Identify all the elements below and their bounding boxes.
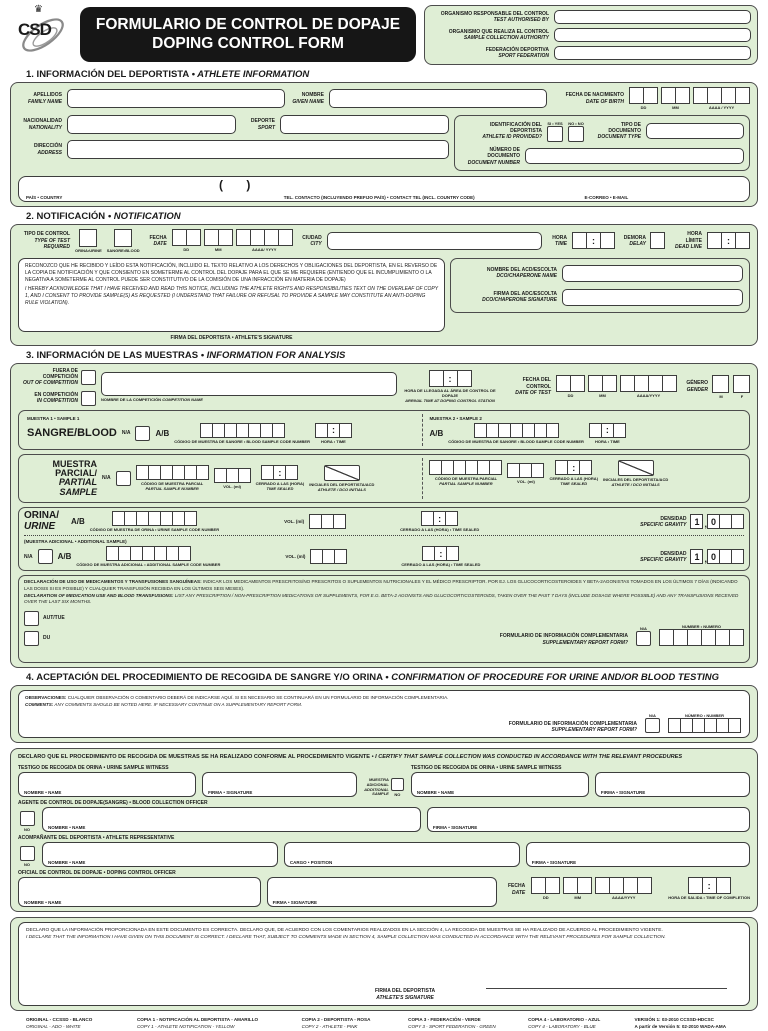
density-cell[interactable]: 0 — [707, 549, 720, 564]
test-authorised-by-label: ORGANISMO RESPONSABLE DEL CONTROL TEST AUTHORISED BY — [440, 10, 549, 23]
entry-cell[interactable] — [196, 465, 209, 480]
notification-date-label: FECHA DATE — [149, 234, 167, 247]
delay-cell[interactable] — [650, 232, 665, 249]
yyyy-sublabel: AAAA / YYYY — [708, 105, 735, 110]
entry-cell[interactable] — [721, 232, 736, 249]
test-year-cells — [620, 375, 677, 392]
blood-officer-signature-box[interactable]: FIRMA • SIGNATURE — [427, 807, 750, 832]
entry-cell[interactable] — [629, 87, 644, 104]
additional-code-cells — [106, 546, 191, 561]
blood1-ab-label: A/B — [155, 428, 170, 438]
entry-cell[interactable] — [443, 370, 458, 387]
out-of-competition-label: FUERA DE COMPETICIÓN OUT OF COMPETITION — [23, 367, 78, 387]
entry-cell[interactable] — [273, 465, 286, 480]
gender-m-checkbox[interactable] — [712, 375, 729, 393]
entry-cell[interactable] — [602, 375, 617, 392]
entry-cell[interactable] — [716, 877, 731, 894]
sport-label: DEPORTE SPORT — [250, 118, 275, 131]
entry-cell[interactable] — [634, 375, 649, 392]
completion-month-cells — [563, 877, 592, 894]
confirmation-panel: DECLARO QUE EL PROCEDIMIENTO DE RECOGIDA DE MUESTRAS SE HA REALIZADO CONFORME AL PROCEDIMIENTO VIGENTE • I CERTIFY THAT SAMPLE COLLECTION WAS CONDUCTED IN ACCORDANCE WITH THE RELEVANT PROCEDURES TESTIGO DE RECOGIDA DE ORINA • URINE SAMPLE WITNESS NOMBRE • NAME FIRMA • SIGNATURE MUESTRA ADICIONAL ADDITIONAL SAMPLE NO TESTIGO DE RECOGIDA DE ORINA • URINE SAMPLE WITNESS NOMBRE • NAME FIRMA • SIGNATURE AGENTE DE CONTROL DE DOPAJE(SANGRE) • BLOOD COLLECTION OFFICER NO NOMBRE • NAME FIRMA • SIGNATURE ACOMPAÑANTE DEL DEPORTISTA • ATHLETE REPRESENTATIVE NO NOMBRE • NAME CARGO • POSITION FIRMA • SIGNATURE OFICIAL DE CONTROL DE DOPAJE • DOPING CONTROL OFFICER NOMBRE • NAME FIRMA • SIGNATURE FECHA DATE DD MM AAAA/YYYY : HORA DE SALIDA • TIME OF COMPLETION — [10, 748, 758, 912]
additional-sample-vertical-label: MUESTRA ADICIONAL ADDITIONAL SAMPLE — [364, 777, 389, 797]
urine-witness2-label: TESTIGO DE RECOGIDA DE ORINA • URINE SAMPLE WITNESS — [410, 765, 562, 772]
supplementary-na-checkbox[interactable] — [645, 718, 660, 733]
witness1-name-box[interactable]: NOMBRE • NAME — [18, 772, 196, 797]
entry-cell[interactable] — [178, 546, 191, 561]
entry-cell[interactable] — [445, 511, 458, 526]
divider — [24, 535, 744, 536]
arrival-time-cells — [429, 370, 472, 387]
out-of-competition-checkbox[interactable] — [81, 370, 96, 385]
entry-cell[interactable] — [489, 460, 502, 475]
entry-cell[interactable] — [327, 423, 340, 438]
density-cell[interactable]: 1 — [690, 549, 703, 564]
document-type-input[interactable] — [646, 123, 744, 139]
section1-panel — [10, 82, 758, 207]
completion-year-cells — [595, 877, 652, 894]
city-input[interactable] — [327, 232, 542, 250]
entry-cell[interactable] — [728, 718, 741, 733]
blood1-code-cells — [200, 423, 285, 438]
supplementary-form-label: FORMULARIO DE INFORMACIÓN COMPLEMENTARIA SUPPLEMENTARY REPORT FORM? — [499, 633, 628, 646]
entry-cell[interactable] — [675, 87, 690, 104]
contact-box[interactable] — [18, 176, 750, 202]
urine-sample-panel: ORINA/ URINE A/B CÓDIGO DE MUESTRA DE ORINA • URINE SAMPLE CODE NUMBER VOL. (ml) : CERRADO A LAS (HORA) • TIME SEALED DENSIDAD SPECIFIC GRAVITY 1 , 0 (MUESTRA ADICIONAL • ADDITIONAL SAMPLE) N/A A/B CÓDIGO DE MUESTRA ADICIONAL • ADDITIONAL SAMPLE CODE NUMBER VOL. (ml) : CERRADO A LAS (HORA) • TIME SEALED DENSIDAD SPECIFIC GRAVITY 1 , 0 — [18, 507, 750, 571]
family-name-input[interactable] — [67, 89, 285, 108]
supplementary-number-cells — [659, 629, 744, 646]
form-title-es: FORMULARIO DE CONTROL DE DOPAJE — [95, 16, 401, 33]
entry-cell[interactable] — [659, 629, 674, 646]
observations-panel — [10, 685, 758, 743]
athlete-signature-label: FIRMA DEL DEPORTISTA • ATHLETE'S SIGNATURE — [170, 334, 293, 341]
collection-authority-input[interactable] — [554, 28, 751, 42]
blood-sample-panel: MUESTRA 1 • SAMPLE 1 SANGRE/BLOOD N/A A/B CÓDIGO DE MUESTRA DE SANGRE • BLOOD SAMPLE CODE NUMBER : HORA • TIME MUESTRA 2 • SAMPLE 2 A/B CÓDIGO DE MUESTRA DE SANGRE • BLOOD SAMPLE CODE NUMBER : HORA • TIME — [18, 410, 750, 450]
entry-cell[interactable] — [702, 877, 717, 894]
document-type-label: TIPO DE DOCUMENTO DOCUMENT TYPE — [597, 121, 641, 141]
witness2-signature-box[interactable]: FIRMA • SIGNATURE — [595, 772, 750, 797]
entry-cell[interactable] — [595, 877, 610, 894]
partial2-code-cells — [429, 460, 502, 475]
blood-na-checkbox[interactable] — [135, 426, 150, 441]
header — [10, 5, 758, 65]
final-declaration-es: DECLARO QUE LA INFORMACIÓN PROPORCIONADA EN ESTE DOCUMENTO ES CORRECTA. DECLARO QUE, DE ACUERDO CON LOS COMENTARIOS REALIZADOS EN LA SECCIÓN 4, LA RECOGIDA DE MUESTRAS SE HA REALIZADO DE ACUERDO AL PROCEDIMIENTO VIGENTE. — [26, 928, 663, 934]
crown-icon: ♛ — [34, 4, 43, 15]
dco-panel — [450, 258, 750, 313]
email-label: E-CORREO • E-MAIL — [584, 194, 629, 200]
sport-federation-input[interactable] — [554, 46, 751, 60]
section4-heading: 4. ACEPTACIÓN DEL PROCEDIMIENTO DE RECOGIDA DE SANGRE Y/O ORINA • CONFIRMATION OF PROCEDURE FOR URINE AND/OR BLOOD TESTING — [26, 672, 720, 684]
additional-ab-label: A/B — [57, 552, 72, 562]
acknowledgement-en: I HEREBY ACKNOWLEDGE THAT I HAVE RECEIVED AND READ THIS NOTICE, INCLUDING THE ATHLETE RIGHTS AND RESPONSIBILITIES TEXT ON THE OVERLEAF OF COPY 1, AND I CONSENT TO PROVIDE SAMPLE(S) AS REQUESTED (I UNDERSTAND THAT FAILURE OR REFUSAL TO PROVIDE A SAMPLE MAY CONSTITUTE AN ANTI-DOPING RULE VIOLATION). — [25, 285, 438, 306]
completion-time-cells — [688, 877, 731, 894]
entry-cell[interactable] — [687, 629, 702, 646]
medication-declaration-en: DECLARATION OF MEDICATION USE AND BLOOD TRANSFUSIONS: LIST ANY PRESCRIPTION / NON-PRESCRIPTION MEDICATIONS OR SUPPLEMENTS, FOR E.G. BETA-2 AGONISTS AND GLUCOCORTICOSTEROIDS, TAKEN OVER THE PAST 7 DAYS (INCLUDE DOSAGE WHERE POSSIBLE) AND ANY TRANSFUSIONS RECEIVED OVER THE LAST SIX MONTHS. — [24, 592, 739, 605]
supplementary-form-label: FORMULARIO DE INFORMACIÓN COMPLEMENTARIA SUPPLEMENTARY REPORT FORM? — [508, 720, 637, 733]
version-info: VERSIÓN 1: 03-2010 CCSSD-HDCSC A partir de Versión 5: 02-2010 WADA-AMA — [634, 1017, 727, 1029]
copy-2: COPIA 2 - DEPORTISTA - ROSA COPY 2 - ATHLETE - PINK — [301, 1017, 371, 1029]
acknowledgement-text — [18, 258, 445, 332]
entry-cell[interactable] — [567, 460, 580, 475]
id-no-checkbox[interactable] — [568, 126, 584, 142]
section2-heading: 2. NOTIFICACIÓN • NOTIFICATION — [26, 210, 181, 222]
partial-row-title: MUESTRA PARCIAL/ PARTIAL SAMPLE — [52, 458, 97, 497]
entry-cell[interactable] — [563, 877, 578, 894]
additional-vol-label: VOL. (ml) — [285, 553, 306, 559]
deadline-label: HORA LÍMITE DEAD LINE — [675, 231, 702, 250]
partial-sample-panel: MUESTRA PARCIAL/ PARTIAL SAMPLE N/A CÓDIGO DE MUESTRA PARCIAL PARTIAL SAMPLE NUMBER VOL. (ml) : CERRADO A LAS (HORA) TIME SEALED INICIALES DEL DEPORTISTA/ACD ATHLETE / DCO INITIALS CÓDIGO DE MUESTRA PARCIAL PARTIAL SAMPLE NUMBER VOL. (ml) : CERRADO A LAS (HORA) TIME SEALED INICIALES DEL DEPORTISTA/ACD ATHLETE / DCO INITIALS — [18, 454, 750, 504]
blood2-code-cells — [474, 423, 559, 438]
in-competition-checkbox[interactable] — [81, 391, 96, 406]
entry-cell[interactable] — [673, 629, 688, 646]
partial2-vol-cells — [507, 463, 544, 478]
entry-cell[interactable] — [184, 511, 197, 526]
copy-1: COPIA 1 - NOTIFICACIÓN AL DEPORTISTA - AMARILLO COPY 1 - ATHLETE NOTIFICATION - YELLOW — [136, 1017, 259, 1029]
blood2-time-cells — [589, 423, 626, 438]
city-label: CIUDAD CITY — [302, 234, 322, 247]
entry-cell[interactable] — [620, 375, 635, 392]
representative-name-box[interactable]: NOMBRE • NAME — [42, 842, 278, 867]
document-number-input[interactable] — [525, 148, 744, 164]
test-authorised-by-input[interactable] — [554, 10, 751, 24]
notification-time-cells — [572, 232, 615, 249]
partial1-sealed-cells — [261, 465, 298, 480]
entry-cell[interactable] — [545, 877, 560, 894]
entry-cell[interactable] — [531, 877, 546, 894]
arrival-time-label: HORA DE LLEGADA AL ÁREA DE CONTROL DE DOPAJE ARRIVAL TIME AT DOPING CONTROL STATION — [404, 388, 496, 404]
competition-name-input[interactable] — [101, 372, 397, 396]
competition-name-label: NOMBRE DE LA COMPETICIÓN COMPETITION NAME — [101, 396, 203, 402]
copy-distribution-footer — [10, 1011, 758, 1030]
csd-logo-text: CSD — [18, 20, 51, 39]
authority-panel — [424, 5, 758, 65]
observations-en: COMMENTS: ANY COMMENTS SHOULD BE NOTED HERE. IF NECESSARY CONTINUE ON A SUPPLEMENTARY REPORT FORM. — [25, 701, 303, 707]
collection-authority-label: ORGANISMO QUE REALIZA EL CONTROL SAMPLE COLLECTION AUTHORITY — [448, 28, 549, 41]
dco-name-box[interactable]: NOMBRE • NAME — [18, 877, 261, 907]
supplementary-form-block: FORMULARIO DE INFORMACIÓN COMPLEMENTARIA SUPPLEMENTARY REPORT FORM? N/A NÚMERO • NUMBER — [509, 712, 741, 733]
nationality-label: NACIONALIDAD NATIONALITY — [23, 118, 62, 131]
notif-month-cells — [204, 229, 233, 246]
sport-federation-label: FEDERACIÓN DEPORTIVA SPORT FEDERATION — [485, 46, 549, 59]
density-cell[interactable]: 0 — [707, 514, 720, 529]
urine-vol-label: VOL. (ml) — [284, 518, 305, 524]
urine-vol-cells — [309, 514, 346, 529]
density-comma: , — [704, 553, 707, 564]
completion-day-cells — [531, 877, 560, 894]
entry-cell[interactable] — [264, 229, 279, 246]
entry-cell[interactable] — [238, 468, 251, 483]
representative-signature-box[interactable]: FIRMA • SIGNATURE — [526, 842, 750, 867]
additional-sealed-cells — [422, 546, 459, 561]
entry-cell[interactable] — [579, 460, 592, 475]
given-name-label: NOMBRE GIVEN NAME — [292, 92, 324, 105]
entry-cell[interactable] — [735, 87, 750, 104]
additional-sample-no-checkbox[interactable] — [391, 778, 404, 791]
urine-code-cells — [112, 511, 197, 526]
entry-cell[interactable] — [218, 229, 233, 246]
athlete-id-label: IDENTIFICACIÓN DEL DEPORTISTA ATHLETE ID PROVIDED? — [482, 121, 542, 141]
date-of-test-cells: DD MM AAAA/YYYY — [556, 375, 677, 398]
partial-na-label: N/A — [102, 475, 111, 482]
entry-cell[interactable] — [600, 232, 615, 249]
urine-row-title: ORINA/ URINE — [24, 510, 59, 532]
medication-declaration-panel: DECLARACIÓN DE USO DE MEDICAMENTOS Y TRANSFUSIONES SANGUÍNEAS: INDICAR LOS MEDICAMENTOS PRESCRITOS/NO PRESCRITOS O SUPLEMENTOS NUTRICIONALES Y EL MÉDICO PRESCRIPTOR. POR EJ. LOS GLUCOCORTICOSTEROIDES Y BETA-2AGONISTAS TOMADOS EN LOS ÚLTIMOS 7 DÍAS (INDICANDO LAS DOSIS SI ES POSIBLE) Y CUALQUIER TRANSFUSIÓN RECIBIDA EN LOS ÚLTIMOS SEIS MESES). DECLARATION OF MEDICATION USE AND BLOOD TRANSFUSIONS: LIST ANY PRESCRIPTION / NON-PRESCRIPTION MEDICATIONS OR SUPPLEMENTS, FOR E.G. BETA-2 AGONISTS AND GLUCOCORTICOSTEROIDS, TAKEN OVER THE PAST 7 DAYS (INCLUDE DOSAGE WHERE POSSIBLE) AND ANY TRANSFUSIONS RECEIVED OVER THE LAST SIX MONTHS. AUT/TUE DU FORMULARIO DE INFORMACIÓN COMPLEMENTARIA SUPPLEMENTARY REPORT FORM? N/A NUMBER • NUMERO — [18, 575, 750, 663]
entry-cell[interactable] — [334, 549, 347, 564]
entry-cell[interactable] — [433, 511, 446, 526]
dob-year-cells — [693, 87, 750, 104]
entry-cell[interactable] — [707, 87, 722, 104]
completion-date-cells: DD MM AAAA/YYYY — [531, 877, 652, 900]
entry-cell[interactable] — [586, 232, 601, 249]
entry-cell[interactable] — [434, 546, 447, 561]
entry-cell[interactable] — [648, 375, 663, 392]
athlete-representative-label: ACOMPAÑANTE DEL DEPORTISTA • ATHLETE REPRESENTATIVE — [18, 835, 175, 842]
entry-cell[interactable] — [457, 370, 472, 387]
entry-cell[interactable] — [272, 423, 285, 438]
date-of-birth-cells — [629, 87, 750, 110]
entry-cell[interactable] — [531, 463, 544, 478]
blood1-time-cells — [315, 423, 352, 438]
dco-signature-box[interactable]: FIRMA • SIGNATURE — [267, 877, 498, 907]
country-label: PAÍS • COUNTRY — [26, 194, 63, 200]
signature-line — [486, 988, 727, 989]
urine-sublabel: ORINA•URINE — [75, 247, 102, 253]
deadline-time-cells — [707, 232, 750, 249]
form-title-en: DOPING CONTROL FORM — [152, 34, 344, 52]
urine-test-checkbox[interactable] — [79, 229, 97, 247]
observations-es: OBSERVACIONES: CUALQUIER OBSERVACIÓN O COMENTARIO DEBERÁ DE INDICARSE AQUÍ. SI ES NECESARIO SE CONTINUARÁ EN UN FORMULARIO DE INFORMACIÓN COMPLEMENTARIA. — [25, 695, 449, 701]
no-sublabel: NO • NO — [568, 121, 584, 126]
observations-box[interactable] — [18, 690, 750, 738]
density-cell[interactable] — [731, 549, 744, 564]
entry-cell[interactable] — [643, 87, 658, 104]
blood-officer-label: AGENTE DE CONTROL DE DOPAJE(SANGRE) • BLOOD COLLECTION OFFICER — [18, 800, 208, 807]
dob-month-cells — [661, 87, 690, 104]
blood2-ab-label: A/B — [429, 428, 444, 438]
entry-cell[interactable] — [570, 375, 585, 392]
du-checkbox[interactable] — [24, 631, 39, 646]
section3-panel: FUERA DE COMPETICIÓN OUT OF COMPETITION EN COMPETICIÓN IN COMPETITION NOMBRE DE LA COMPETICIÓN COMPETITION NAME : HORA DE LLEGADA AL ÁREA DE CONTROL DE DOPAJE ARRIVAL TIME AT DOPING CONTROL STATION FECHA DEL CONTROL DATE OF TEST DD MM AAAA/YYYY GÉNERO GENDER M F MUESTRA 1 • SAMPLE 1 SANGRE/BLOOD N/A A/B CÓDIGO DE MUESTRA DE SANGRE • BLOOD SAMPLE CODE NUMBER : HORA • TIME MUESTRA 2 • SAMPLE 2 A/B CÓDIGO DE MUESTRA DE SANGRE • BLOOD SAMPLE CODE NUMBER : HORA • TIME MUESTRA PARCIAL/ PARTIAL SAMPLE N/A CÓDIGO DE MUESTRA PARCIAL PARTIAL SAMPLE NUMBER VOL. (ml) : CERRADO A LAS (HORA) TIME SEALED INICIALES DEL DEPORTISTA/ACD ATHLETE / DCO INITIALS CÓDIGO DE MUESTRA PARCIAL PARTIAL SAMPLE NUMBER VOL. (ml) : CERRADO A LAS (HORA) TIME SEALED INICIALES DEL DEPORTISTA/ACD ATHLETE / DCO INITIALS ORINA/ URINE A/B CÓDIGO DE MUESTRA DE ORINA • URINE SAMPLE CODE NUMBER VOL. (ml) : CERRADO A LAS (HORA) • TIME SEALED DENSIDAD SPECIFIC GRAVITY 1 , 0 (MUESTRA ADICIONAL • ADDITIONAL SAMPLE) N/A A/B CÓDIGO DE MUESTRA ADICIONAL • ADDITIONAL SAMPLE CODE NUMBER VOL. (ml) : CERRADO A LAS (HORA) • TIME SEALED DENSIDAD SPECIFIC GRAVITY 1 , 0 DECLARACIÓN DE USO DE MEDICAMENTOS Y TRANSFUSIONES SANGUÍNEAS: INDICAR LOS MEDICAMENTOS PRESCRITOS/NO PRESCRITOS O SUPLEMENTOS NUTRICIONALES Y EL MÉDICO PRESCRIPTOR. POR EJ. LOS GLUCOCORTICOSTEROIDES Y BETA-2AGONISTAS TOMADOS EN LOS ÚLTIMOS 7 DÍAS (INDICANDO LAS DOSIS SI ES POSIBLE) Y CUALQUIER TRANSFUSIÓN RECIBIDA EN LOS ÚLTIMOS SEIS MESES). DECLARATION OF MEDICATION USE AND BLOOD TRANSFUSIONS: LIST ANY PRESCRIPTION / NON-PRESCRIPTION MEDICATIONS OR SUPPLEMENTS, FOR E.G. BETA-2 AGONISTS AND GLUCOCORTICOSTEROIDS, TAKEN OVER THE PAST 7 DAYS (INCLUDE DOSAGE WHERE POSSIBLE) AND ANY TRANSFUSIONS RECEIVED OVER THE LAST SIX MONTHS. AUT/TUE DU FORMULARIO DE INFORMACIÓN COMPLEMENTARIA SUPPLEMENTARY REPORT FORM? N/A NUMBER • NUMERO — [10, 363, 758, 669]
dco-name-label: NOMBRE DEL ACD/ESCOLTA DCO/CHAPERONE NAME — [486, 267, 557, 280]
final-declaration-en: I DECLARE THAT THE INFORMATION I HAVE GIVEN ON THIS DOCUMENT IS CORRECT. I DECLARE THAT, SUBJECT TO COMMENTS MADE IN SECTION 4, SAMPLE COLLECTION WAS CONDUCTED IN ACCORDANCE WITH THE RELEVANT PROCEDURES FOR SAMPLE COLLECTION. — [26, 935, 666, 941]
density-cell[interactable]: 1 — [690, 514, 703, 529]
partial1-initials-box[interactable] — [324, 465, 360, 481]
supplementary-na-checkbox[interactable] — [636, 631, 651, 646]
given-name-input[interactable] — [329, 89, 547, 108]
blood-officer-no-checkbox[interactable] — [20, 811, 35, 826]
entry-cell[interactable] — [693, 87, 708, 104]
completion-date-label: FECHA DATE — [507, 883, 526, 896]
notif-year-cells — [236, 229, 293, 246]
entry-cell[interactable] — [333, 514, 346, 529]
entry-cell[interactable] — [556, 375, 571, 392]
entry-cell[interactable] — [661, 87, 676, 104]
entry-cell[interactable] — [172, 229, 187, 246]
csd-logo — [10, 5, 72, 57]
sample1-label: MUESTRA 1 • SAMPLE 1 — [27, 415, 80, 421]
entry-cell[interactable] — [688, 877, 703, 894]
address-input[interactable] — [67, 140, 449, 159]
blood-officer-name-box[interactable]: NOMBRE • NAME — [42, 807, 421, 832]
in-competition-label: EN COMPETICIÓN IN COMPETITION — [34, 391, 78, 404]
family-name-label: APELLIDOS FAMILY NAME — [28, 92, 62, 105]
partial2-sealed-cells — [555, 460, 592, 475]
contact-tel-label: TEL. CONTACTO (INCLUYENDO PREFIJO PAÍS) • CONTACT TEL (INCL. COUNTRY CODE) — [283, 194, 475, 200]
entry-cell[interactable] — [735, 232, 750, 249]
witness1-signature-box[interactable]: FIRMA • SIGNATURE — [202, 772, 357, 797]
entry-cell[interactable] — [715, 629, 730, 646]
section1-heading: 1. INFORMACIÓN DEL DEPORTISTA • ATHLETE INFORMATION — [26, 69, 310, 80]
additional-na-checkbox[interactable] — [38, 549, 53, 564]
blood-row-title: SANGRE/BLOOD — [27, 426, 117, 439]
entry-cell[interactable] — [446, 546, 459, 561]
entry-cell[interactable] — [278, 229, 293, 246]
entry-cell[interactable] — [236, 229, 251, 246]
sport-input[interactable] — [280, 115, 449, 134]
section2-panel — [10, 224, 758, 346]
urine-density-label: DENSIDAD SPECIFIC GRAVITY — [640, 515, 687, 528]
partial1-code-cells — [136, 465, 209, 480]
supplementary-number-cells — [668, 718, 741, 733]
entry-cell[interactable] — [546, 423, 559, 438]
section3-heading: 3. INFORMACIÓN DE LAS MUESTRAS • INFORMATION FOR ANALYSIS — [26, 349, 346, 361]
entry-cell[interactable] — [609, 877, 624, 894]
acknowledgement-es: RECONOZCO QUE HE RECIBIDO Y LEÍDO ESTA NOTIFICACIÓN, INCLUIDO EL TEXTO RELATIVO A LOS DERECHOS Y OBLIGACIONES DEL DEPORTISTA, EN EL REVERSO DE LA COPIA DE NOTIFICACIÓN Y QUE CONSIENTO EN SOMETERME AL CONTROL DEL DOPAJE PARA EL QUE SE ME REQUIERE (ENTIENDO QUE EL INCUMPLIMIENTO O LA NEGATIVA A SOMETERME AL CONTROL PUEDE SER CONSTITUTIVO DE LA COMISIÓN DE UNA INFRACCIÓN EN MATERIA DE DOPAJE) — [25, 262, 438, 283]
test-month-cells — [588, 375, 617, 392]
entry-cell[interactable] — [662, 375, 677, 392]
dco-name-input[interactable] — [562, 265, 743, 282]
entry-cell[interactable] — [701, 629, 716, 646]
date-of-test-label: FECHA DEL CONTROL DATE OF TEST — [515, 377, 551, 396]
nationality-input[interactable] — [67, 115, 236, 134]
entry-cell[interactable] — [186, 229, 201, 246]
entry-cell[interactable] — [613, 423, 626, 438]
entry-cell[interactable] — [623, 877, 638, 894]
additional-density-label: DENSIDAD SPECIFIC GRAVITY — [640, 550, 687, 563]
urine-density-cells — [691, 514, 744, 529]
entry-cell[interactable] — [729, 629, 744, 646]
entry-cell[interactable] — [588, 375, 603, 392]
representative-position-box[interactable]: CARGO • POSITION — [284, 842, 520, 867]
urine-sealed-cells — [421, 511, 458, 526]
divider — [422, 458, 423, 500]
time-label: HORA TIME — [552, 234, 567, 247]
notif-day-cells — [172, 229, 201, 246]
form-title — [80, 7, 416, 62]
density-cell[interactable] — [731, 514, 744, 529]
entry-cell[interactable] — [721, 87, 736, 104]
partial-na-checkbox[interactable] — [116, 471, 131, 486]
test-type-label: TIPO DE CONTROL TYPE OF TEST REQUIRED — [23, 231, 70, 250]
sample2-label: MUESTRA 2 • SAMPLE 2 — [429, 415, 482, 421]
entry-cell[interactable] — [429, 370, 444, 387]
dd-sublabel: DD — [640, 105, 647, 110]
mm-sublabel: MM — [672, 105, 679, 110]
partial1-vol-cells — [214, 468, 251, 483]
id-yes-checkbox[interactable] — [547, 126, 563, 142]
entry-cell[interactable] — [577, 877, 592, 894]
dob-day-cells — [629, 87, 658, 104]
additional-vol-cells — [310, 549, 347, 564]
copy-4: COPIA 4 - LABORATORIO - AZUL COPY 4 - LABORATORY - BLUE — [528, 1017, 601, 1029]
dco-signature-label: FIRMA DEL ADC/ESCOLTA DCO/CHAPERONE SIGNATURE — [482, 291, 557, 304]
medication-declaration-es: DECLARACIÓN DE USO DE MEDICAMENTOS Y TRANSFUSIONES SANGUÍNEAS: INDICAR LOS MEDICAMENTOS PRESCRITOS/NO PRESCRITOS O SUPLEMENTOS NUTRICIONALES Y EL MÉDICO PRESCRIPTOR. POR EJ. LOS GLUCOCORTICOSTEROIDES Y BETA-2AGONISTAS TOMADOS EN LOS ÚLTIMOS 7 DÍAS (INDICANDO LAS DOSIS SI ES POSIBLE) Y CUALQUIER TRANSFUSIÓN RECIBIDA EN LOS ÚLTIMOS SEIS MESES). — [24, 579, 738, 591]
representative-no-checkbox[interactable] — [20, 846, 35, 861]
tue-checkbox[interactable] — [24, 611, 39, 626]
copy-3: COPIA 3 - FEDERACIÓN - VERDE COPY 3 - SPORT FEDERATION - GREEN — [408, 1017, 496, 1029]
blood-test-checkbox[interactable] — [114, 229, 132, 247]
contact-labels — [26, 195, 742, 200]
partial2-initials-box[interactable] — [618, 460, 654, 476]
additional-sample-label: (MUESTRA ADICIONAL • ADDITIONAL SAMPLE) — [24, 539, 127, 545]
doping-control-officer-label: OFICIAL DE CONTROL DE DOPAJE • DOPING CONTROL OFFICER — [18, 870, 176, 877]
entry-cell[interactable] — [707, 232, 722, 249]
entry-cell[interactable] — [339, 423, 352, 438]
phone-parentheses: ( ) — [219, 177, 261, 192]
address-label: DIRECCIÓN ADDRESS — [33, 143, 62, 156]
date-of-birth-label: FECHA DE NACIMIENTO DATE OF BIRTH — [565, 92, 624, 105]
urine-witness1-label: TESTIGO DE RECOGIDA DE ORINA • URINE SAMPLE WITNESS — [18, 765, 169, 772]
divider — [422, 414, 423, 446]
yes-sublabel: SI • YES — [547, 121, 563, 126]
test-day-cells — [556, 375, 585, 392]
delay-label: DEMORA DELAY — [623, 234, 646, 247]
witness2-name-box[interactable]: NOMBRE • NAME — [411, 772, 589, 797]
entry-cell[interactable] — [572, 232, 587, 249]
additional-na-label: N/A — [24, 553, 33, 560]
athlete-id-panel — [454, 115, 750, 171]
document-number-label: NÚMERO DE DOCUMENTO DOCUMENT NUMBER — [467, 147, 520, 166]
final-athlete-signature-label: FIRMA DEL DEPORTISTA ATHLETE'S SIGNATURE — [374, 988, 436, 1001]
dco-signature-input[interactable] — [562, 289, 743, 306]
blood-sublabel: SANGRE•BLOOD — [106, 247, 140, 253]
copy-original: ORIGINAL - CCSSD - BLANCO ORIGINAL - ADO - WHITE — [26, 1017, 93, 1029]
urine-ab-label: A/B — [71, 517, 85, 527]
du-label: DU — [43, 635, 51, 642]
gender-label: GÉNERO GENDER — [686, 380, 708, 393]
entry-cell[interactable] — [250, 229, 265, 246]
entry-cell[interactable] — [601, 423, 614, 438]
density-comma: , — [704, 518, 707, 529]
certify-statement: DECLARO QUE EL PROCEDIMIENTO DE RECOGIDA DE MUESTRAS SE HA REALIZADO CONFORME AL PROCEDIMIENTO VIGENTE • I CERTIFY THAT SAMPLE COLLECTION WAS CONDUCTED IN ACCORDANCE WITH THE RELEVANT PROCEDURES — [18, 754, 683, 761]
blood-na-label: N/A — [121, 430, 131, 436]
tue-label: AUT/TUE — [43, 615, 65, 622]
entry-cell[interactable] — [637, 877, 652, 894]
entry-cell[interactable] — [285, 465, 298, 480]
final-declaration-panel — [10, 917, 758, 1011]
additional-density-cells — [691, 549, 744, 564]
entry-cell[interactable] — [204, 229, 219, 246]
gender-f-checkbox[interactable] — [733, 375, 750, 393]
notification-date-cells: DD MM AAAA/ YYYY — [172, 229, 293, 252]
